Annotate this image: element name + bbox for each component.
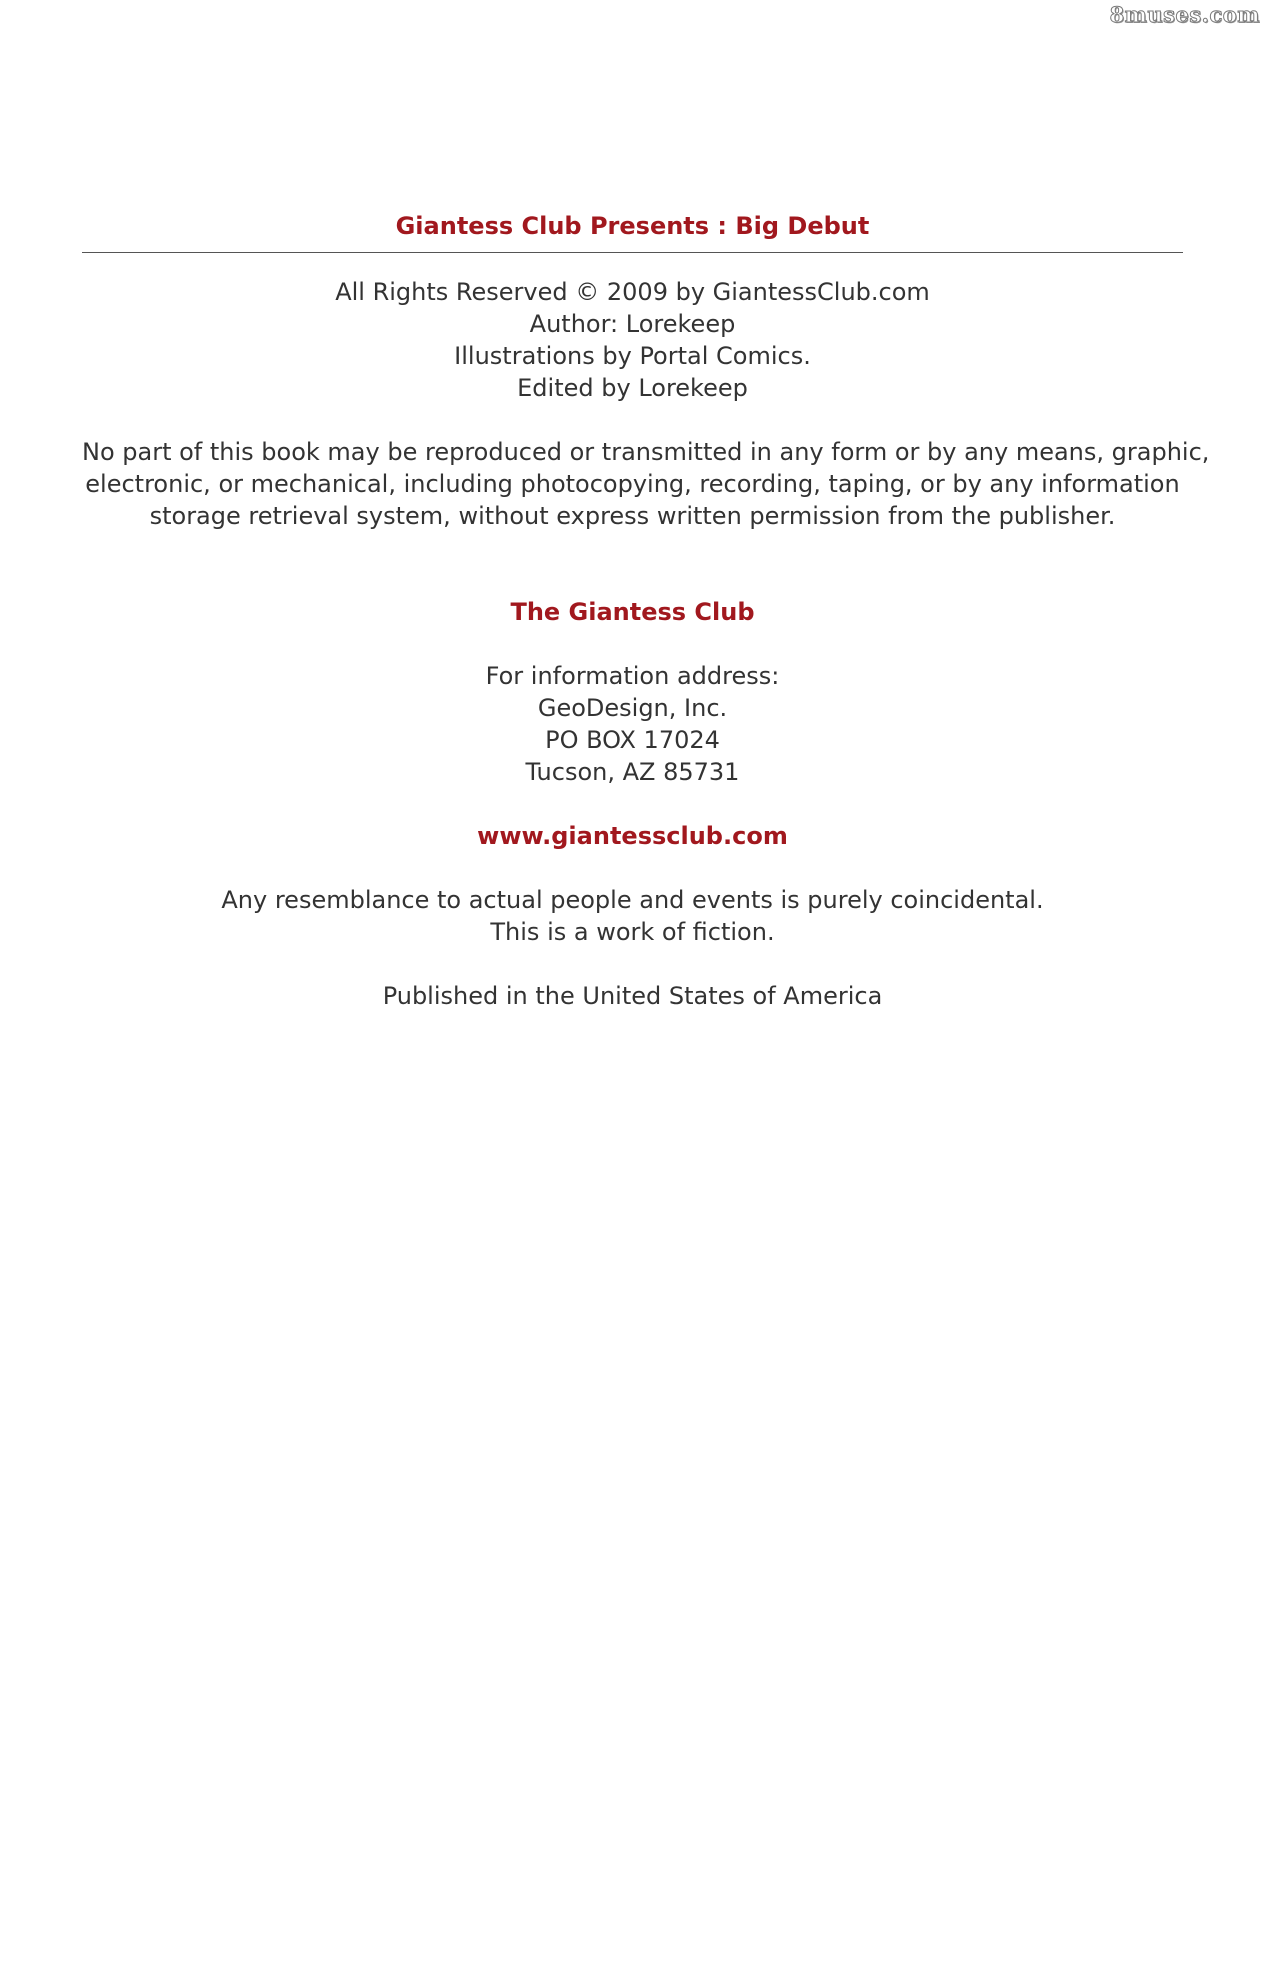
editor-line: Edited by Lorekeep xyxy=(517,374,748,402)
website-block xyxy=(82,820,1183,852)
address-heading: For information address: xyxy=(485,662,780,690)
illustrations-line: Illustrations by Portal Comics. xyxy=(454,342,811,370)
credits-block xyxy=(82,276,1183,404)
disclaimer-line: Any resemblance to actual people and events is purely coincidental. xyxy=(221,886,1044,914)
disclaimer-block xyxy=(82,884,1183,948)
published-block xyxy=(82,980,1183,1012)
author-line: Author: Lorekeep xyxy=(529,310,736,338)
title-divider xyxy=(82,252,1183,253)
address-block xyxy=(82,660,1183,788)
address-line: GeoDesign, Inc. xyxy=(537,694,728,722)
notice-line: No part of this book may be reproduced or transmitted in any form or by any means, graphic, xyxy=(82,438,1210,466)
rights-line: All Rights Reserved © 2009 by GiantessClub.com xyxy=(335,278,930,306)
published-line: Published in the United States of America xyxy=(382,982,883,1010)
copyright-notice xyxy=(82,436,1210,532)
book-title: Giantess Club Presents : Big Debut xyxy=(395,212,870,240)
notice-line: storage retrieval system, without express written permission from the publisher. xyxy=(149,502,1116,530)
publisher-name-text: The Giantess Club xyxy=(510,598,755,626)
address-line: PO BOX 17024 xyxy=(545,726,720,754)
website-link[interactable]: www.giantessclub.com xyxy=(477,822,788,850)
publisher-name xyxy=(82,596,1183,628)
site-watermark: 8muses.com xyxy=(1109,2,1260,27)
notice-line: electronic, or mechanical, including photocopying, recording, taping, or by any information xyxy=(85,470,1180,498)
disclaimer-line: This is a work of fiction. xyxy=(490,918,775,946)
address-line: Tucson, AZ 85731 xyxy=(525,758,740,786)
